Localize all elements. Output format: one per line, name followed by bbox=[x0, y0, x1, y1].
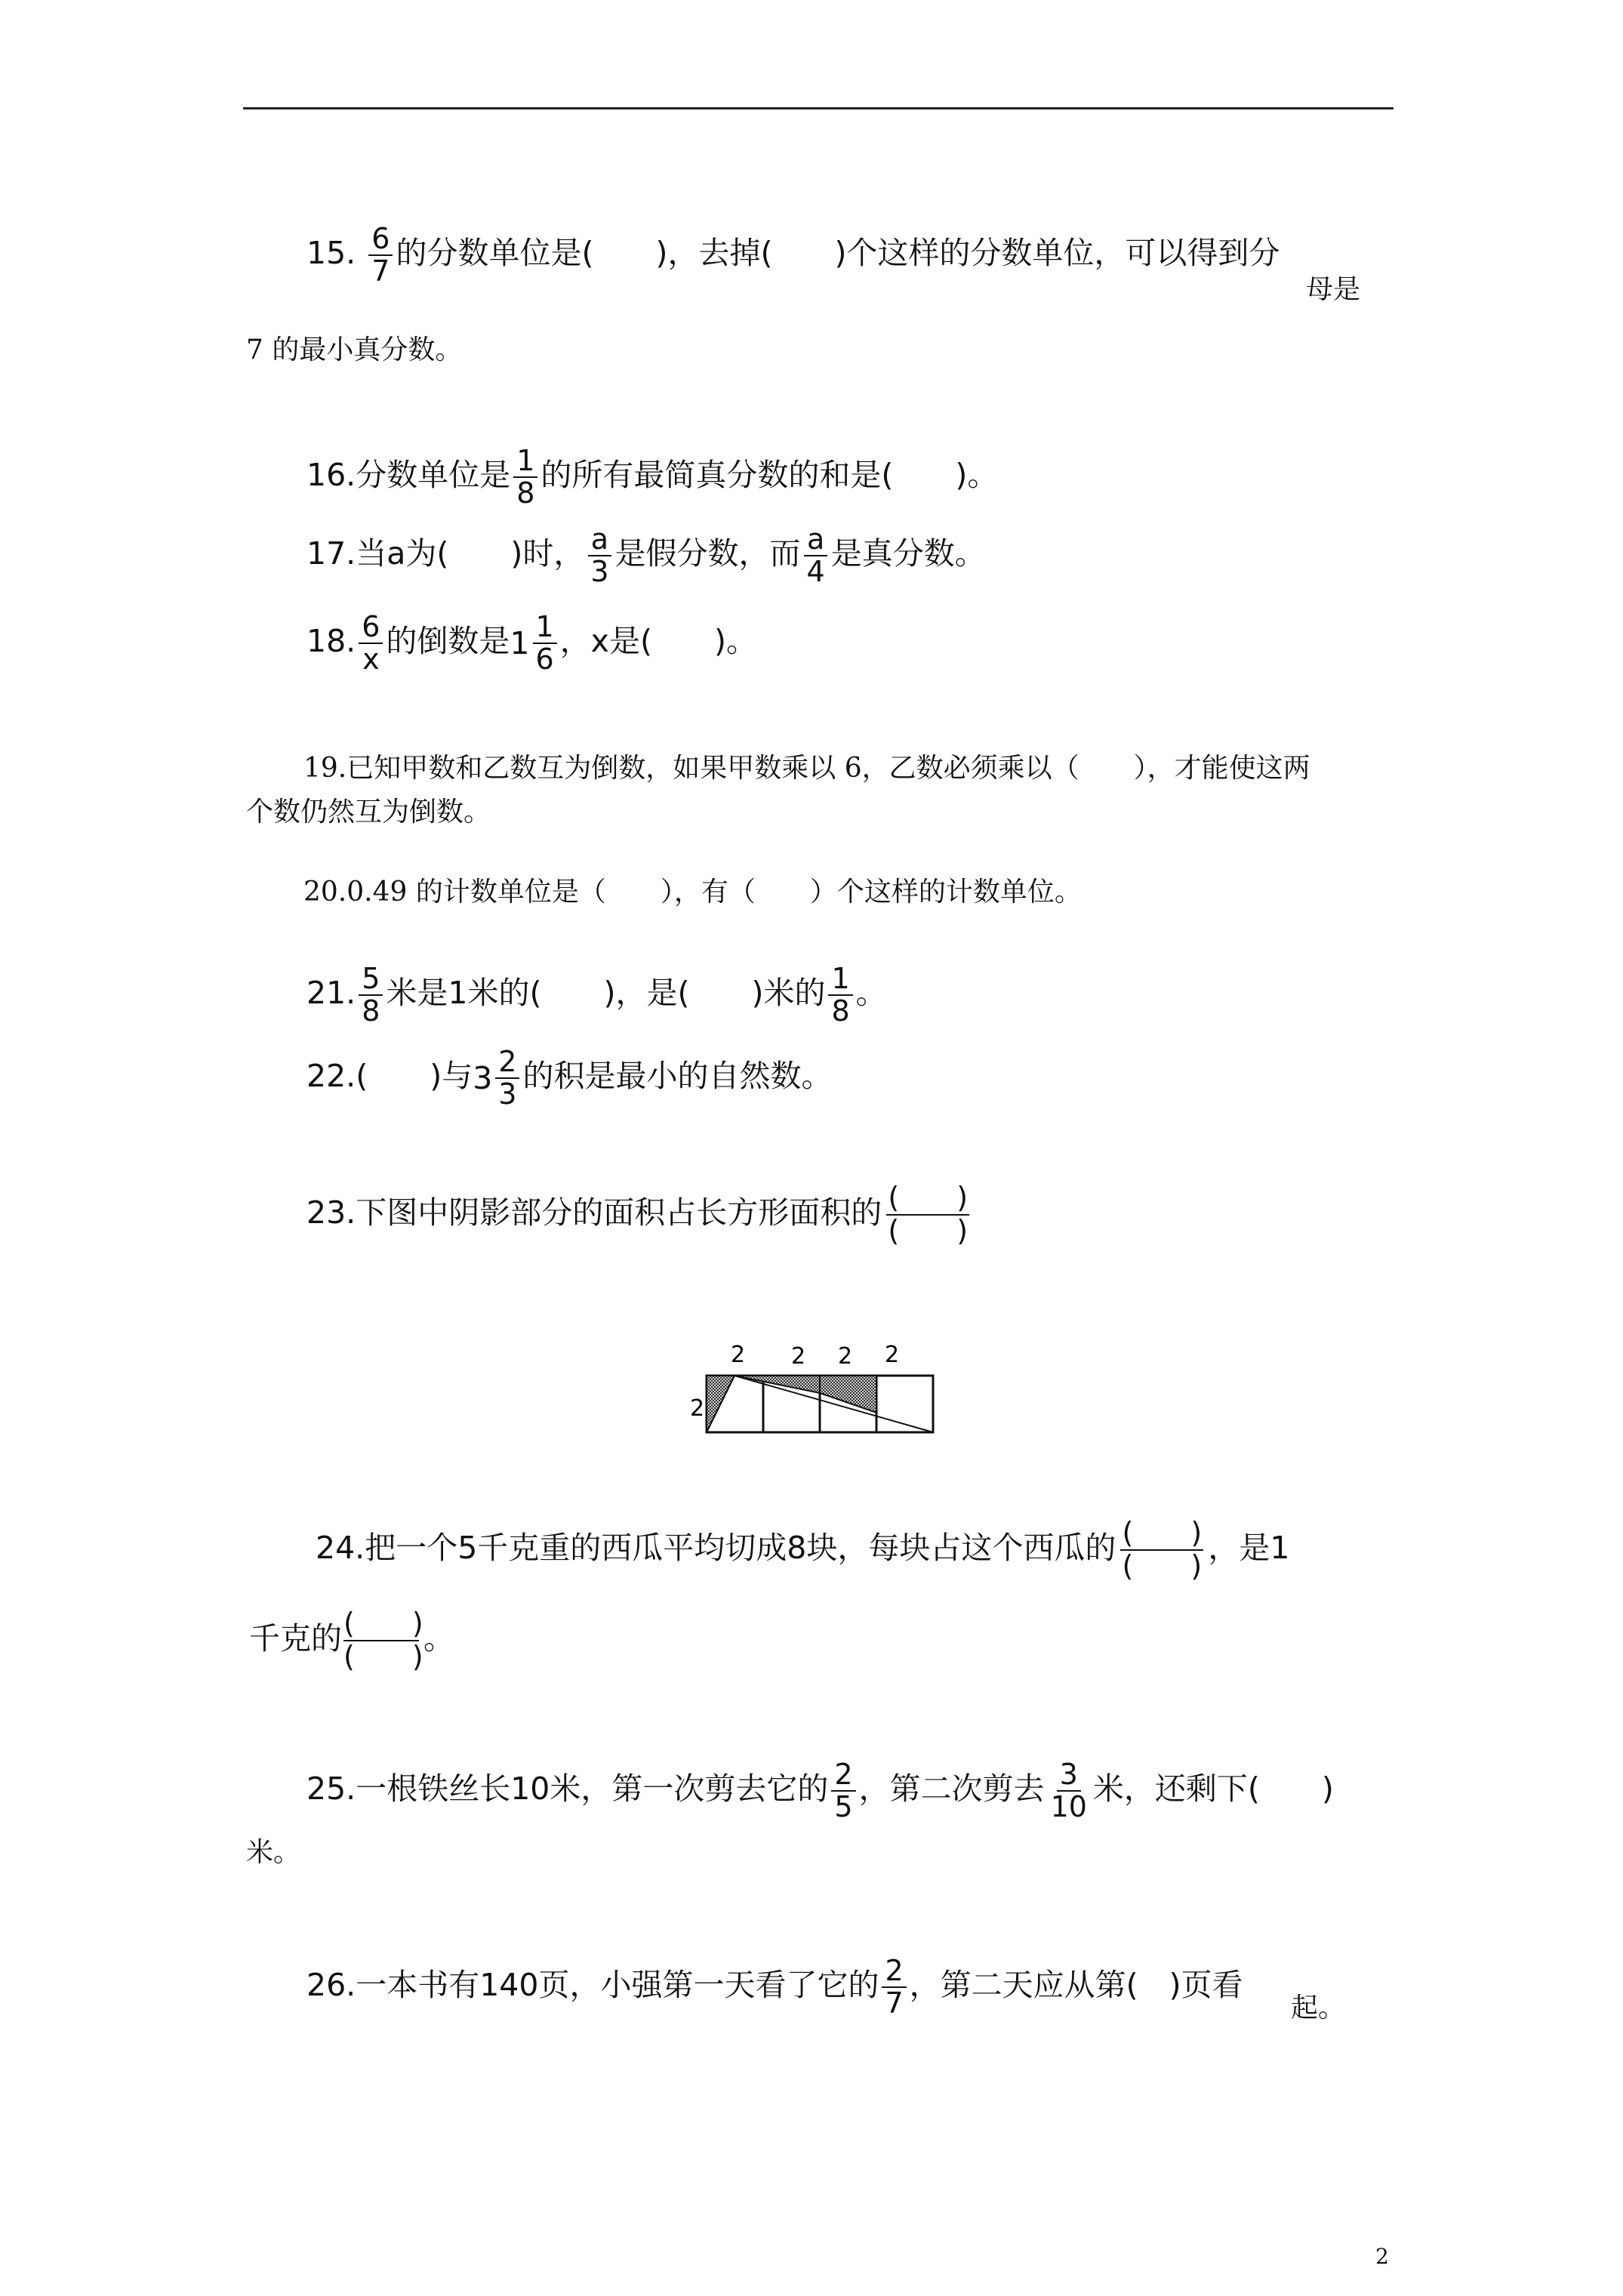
top-label: 2 bbox=[838, 1343, 853, 1370]
question-24-line1 bbox=[316, 1518, 1289, 1583]
top-label: 2 bbox=[885, 1342, 900, 1368]
question-text: 米是1米的( )，是( )米的 bbox=[386, 975, 826, 1012]
rectangle-figure bbox=[679, 1330, 944, 1436]
fraction: $\frac{1}{8}$ bbox=[513, 445, 537, 509]
question-16 bbox=[306, 445, 998, 509]
question-text: 25.一根铁丝长10米，第一次剪去它的 bbox=[306, 1771, 829, 1808]
question-22 bbox=[306, 1046, 832, 1110]
question-24-line2 bbox=[249, 1608, 454, 1673]
blank-fraction: $\frac{( )}{( )}$ bbox=[1120, 1518, 1203, 1583]
question-text: 26.一本书有140页，小强第一天看了它的 bbox=[306, 1967, 879, 2004]
question-25 bbox=[306, 1759, 1334, 1823]
fraction: $\frac{a}{4}$ bbox=[804, 524, 828, 587]
question-text: ，第二次剪去 bbox=[858, 1771, 1045, 1808]
blank-fraction: $\frac{( )}{( )}$ bbox=[343, 1607, 423, 1673]
fraction: $\frac{5}{8}$ bbox=[359, 963, 383, 1027]
blank-fraction: $\frac{( )}{( )}$ bbox=[886, 1182, 969, 1247]
question-18 bbox=[306, 612, 757, 675]
fraction: $\frac{2}{7}$ bbox=[882, 1955, 906, 2019]
question-text: 16.分数单位是 bbox=[306, 457, 511, 494]
question-text: 是真分数。 bbox=[830, 535, 986, 572]
question-text: 米，还剩下( ) bbox=[1092, 1771, 1334, 1808]
question-text: 的倒数是 bbox=[386, 623, 510, 660]
question-26-tail: 起。 bbox=[1291, 1992, 1346, 2023]
mixed-number: 3 $\frac{2}{3}$ bbox=[473, 1046, 522, 1110]
question-text: 18. bbox=[306, 623, 356, 660]
question-text: 千克的 bbox=[249, 1620, 342, 1657]
fraction: $\frac{a}{3}$ bbox=[587, 524, 611, 587]
question-text: 23.下图中阴影部分的面积占长方形面积的 bbox=[306, 1194, 882, 1231]
question-text: 的所有最简真分数的和是( )。 bbox=[540, 457, 999, 494]
fraction: $\frac{6}{x}$ bbox=[359, 612, 383, 675]
header-rule bbox=[243, 107, 1394, 109]
question-19-line2: 个数仍然互为倒数。 bbox=[246, 797, 491, 827]
page-number: 2 bbox=[1375, 2244, 1389, 2269]
mixed-number: 1 $\frac{1}{6}$ bbox=[510, 612, 559, 675]
side-label: 2 bbox=[690, 1395, 705, 1422]
question-17 bbox=[306, 524, 986, 587]
question-text: 是假分数，而 bbox=[614, 535, 801, 572]
question-text: 24.把一个5千克重的西瓜平均切成8块，每块占这个西瓜的 bbox=[316, 1529, 1116, 1566]
question-20: 20.0.49 的计数单位是（ ），有（ ）个这样的计数单位。 bbox=[303, 877, 1082, 908]
fraction: $\frac{2}{5}$ bbox=[831, 1759, 855, 1823]
question-text: 17.当a为( )时， bbox=[306, 535, 585, 572]
question-23 bbox=[306, 1182, 974, 1247]
question-15-continuation: 7 的最小真分数。 bbox=[246, 334, 463, 365]
question-text: 的分数单位是( )，去掉( )个这样的分数单位，可以得到分 bbox=[396, 235, 1280, 272]
question-text: 的积是最小的自然数。 bbox=[522, 1058, 833, 1095]
question-text: 22.( )与 bbox=[306, 1058, 473, 1095]
top-label: 2 bbox=[791, 1343, 806, 1370]
question-text: 21. bbox=[306, 975, 356, 1012]
question-21 bbox=[306, 963, 887, 1027]
fraction: $\frac{3}{10}$ bbox=[1050, 1758, 1087, 1824]
top-label: 2 bbox=[731, 1342, 746, 1368]
question-text: 。 bbox=[855, 975, 887, 1012]
fraction: $\frac{6}{7}$ bbox=[368, 223, 393, 287]
question-25-continuation: 米。 bbox=[246, 1837, 301, 1868]
question-text: 。 bbox=[423, 1620, 454, 1657]
question-text: ，x是( )。 bbox=[559, 623, 757, 660]
question-text: ，第二天应从第( )页看 bbox=[909, 1967, 1243, 2004]
fraction: $\frac{1}{8}$ bbox=[828, 963, 852, 1027]
question-15-tail: 母是 bbox=[1306, 274, 1361, 305]
question-19-line1: 19.已知甲数和乙数互为倒数，如果甲数乘以 6，乙数必须乘以（ ），才能使这两 bbox=[303, 753, 1310, 784]
question-26 bbox=[306, 1955, 1243, 2019]
question-number: 15. bbox=[306, 235, 356, 272]
question-15 bbox=[306, 223, 1280, 287]
question-text: ，是1 bbox=[1208, 1529, 1290, 1566]
